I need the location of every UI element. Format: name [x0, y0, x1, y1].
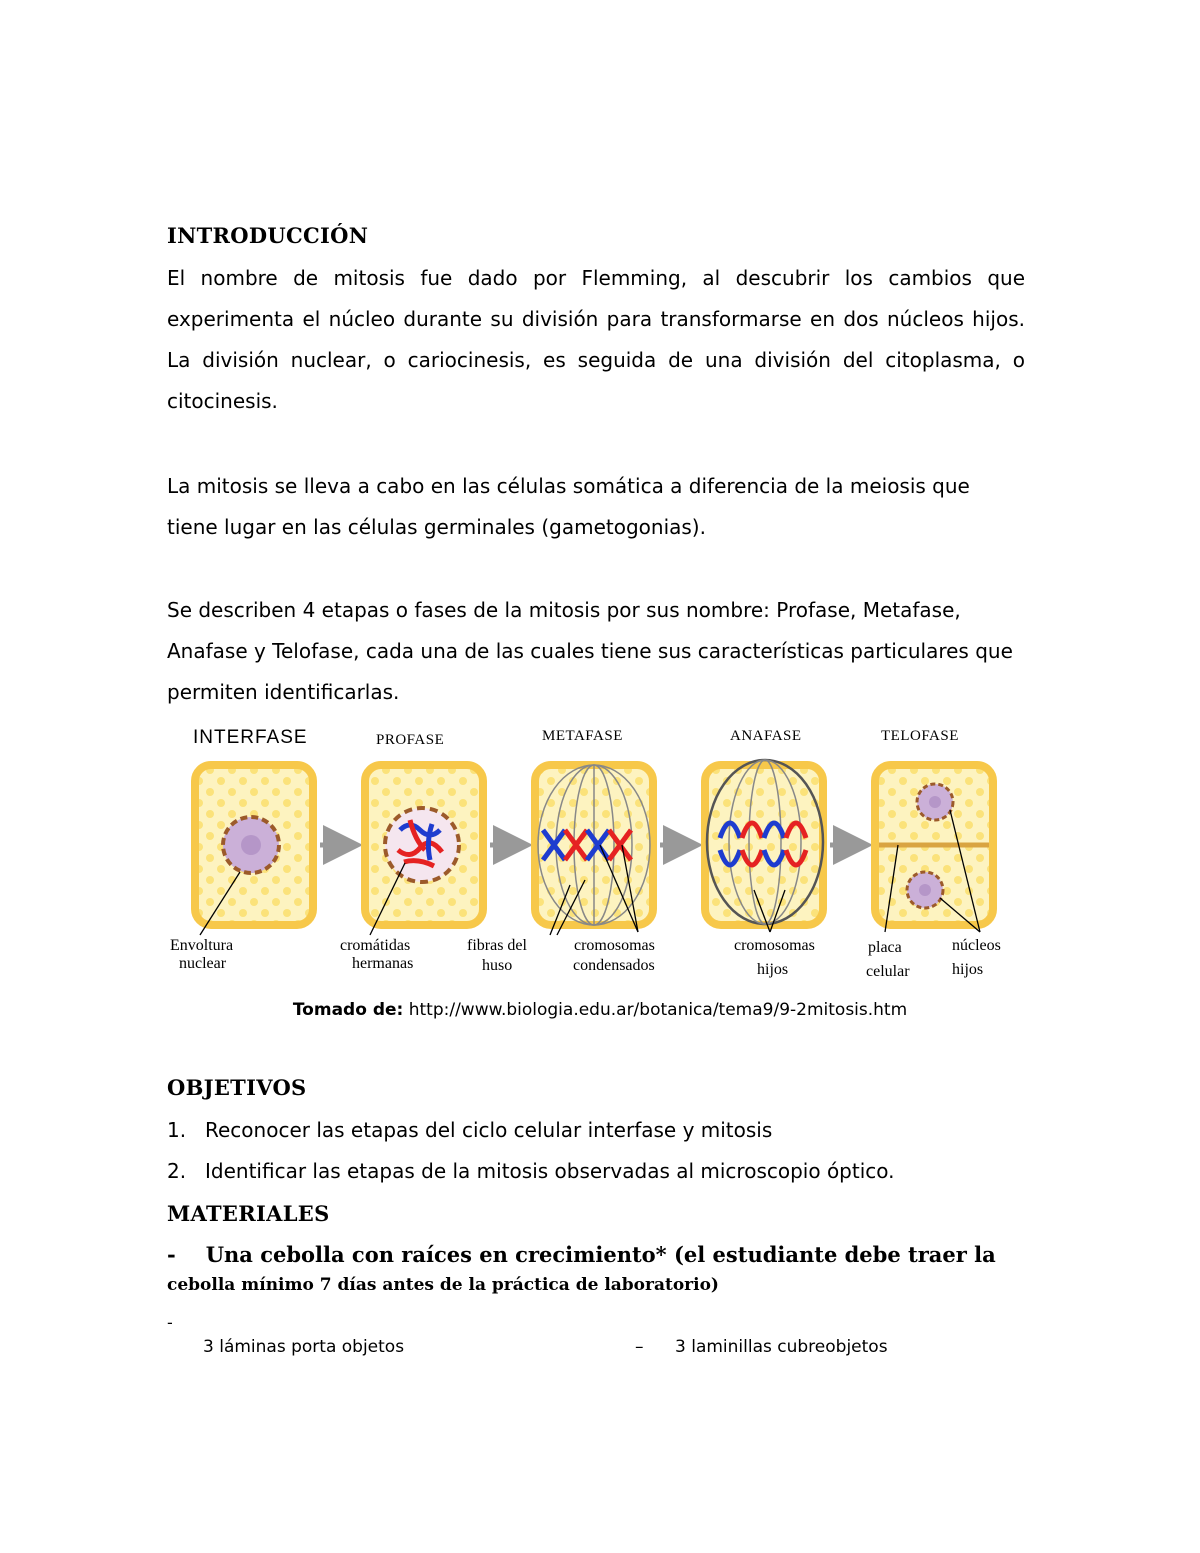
material-laminillas: 3 laminillas cubreobjetos	[675, 1337, 888, 1357]
phase-title-profase: PROFASE	[376, 732, 445, 748]
materiales-cebolla: Una cebolla con raíces en crecimiento* (el estudiante debe traer la	[205, 1242, 996, 1267]
intro-paragraph-3: Se describen 4 etapas o fases de la mitosis por sus nombre: Profase, Metafase, Anafase y Telofase, cada una de las cuales tiene sus características particulares que permiten identificarlas.	[167, 598, 1013, 704]
list-item	[167, 1110, 895, 1151]
label-cromatidas-1: cromátidas	[340, 937, 411, 954]
objetivos-heading: OBJETIVOS	[167, 1075, 307, 1100]
mitosis-diagram	[160, 720, 1040, 995]
materiales-line-2: cebolla mínimo 7 días antes de la práctica de laboratorio)	[167, 1275, 719, 1295]
phase-title-anafase: ANAFASE	[730, 728, 802, 744]
label-cromosomas-hijos-1: cromosomas	[734, 937, 815, 954]
label-placa-2: celular	[866, 963, 910, 980]
cell-anafase	[705, 760, 823, 925]
materiales-heading: MATERIALES	[167, 1201, 330, 1226]
label-fibras-2: huso	[482, 957, 513, 974]
dash-2: -	[167, 1313, 173, 1332]
label-nucleos-1: núcleos	[952, 937, 1001, 954]
list-number: 2.	[167, 1159, 187, 1183]
cell-metafase	[535, 765, 653, 925]
list-text: Identificar las etapas de la mitosis observadas al microscopio óptico.	[205, 1159, 895, 1183]
dash: -	[167, 1242, 176, 1267]
label-cromatidas-2: hermanas	[352, 955, 414, 972]
label-nucleos-2: hijos	[952, 961, 984, 978]
cell-telofase	[875, 765, 993, 925]
label-cromosomas-condensados-1: cromosomas	[574, 937, 655, 954]
label-fibras-1: fibras del	[467, 937, 527, 954]
phase-title-metafase: METAFASE	[542, 728, 623, 744]
materiales-line-1	[167, 1242, 996, 1267]
intro-paragraph-2: La mitosis se lleva a cabo en las células somática a diferencia de la meiosis que tiene lugar en las células germinales (gametogonias).	[167, 474, 970, 539]
intro-heading: INTRODUCCIÓN	[167, 223, 369, 248]
caption-url[interactable]: http://www.biologia.edu.ar/botanica/tema9/9-2mitosis.htm	[408, 1000, 908, 1020]
label-cromosomas-hijos-2: hijos	[757, 961, 789, 978]
cell-interfase	[195, 765, 313, 925]
dash-3: –	[635, 1337, 644, 1357]
list-text: Reconocer las etapas del ciclo celular interfase y mitosis	[205, 1118, 773, 1142]
list-item	[167, 1151, 895, 1192]
caption-label: Tomado de:	[292, 1000, 404, 1020]
intro-paragraph-1: El nombre de mitosis fue dado por Flemming, al descubrir los cambios que experimenta el núcleo durante su división para transformarse en dos núcleos hijos. La división nuclear, o cariocinesis, es seguida de una división del citoplasma, o citocinesis.	[167, 266, 1025, 413]
phase-title-telofase: TELOFASE	[881, 728, 959, 744]
objetivos-list	[167, 1110, 895, 1192]
material-laminas: 3 láminas porta objetos	[203, 1337, 405, 1357]
figure-caption	[0, 1000, 1200, 1020]
label-cromosomas-condensados-2: condensados	[573, 957, 655, 974]
list-number: 1.	[167, 1118, 187, 1142]
label-envoltura-2: nuclear	[179, 955, 227, 972]
phase-title-interfase: INTERFASE	[193, 727, 308, 748]
label-placa-1: placa	[868, 939, 902, 956]
cell-profase	[365, 765, 483, 925]
label-envoltura-1: Envoltura	[170, 937, 234, 954]
